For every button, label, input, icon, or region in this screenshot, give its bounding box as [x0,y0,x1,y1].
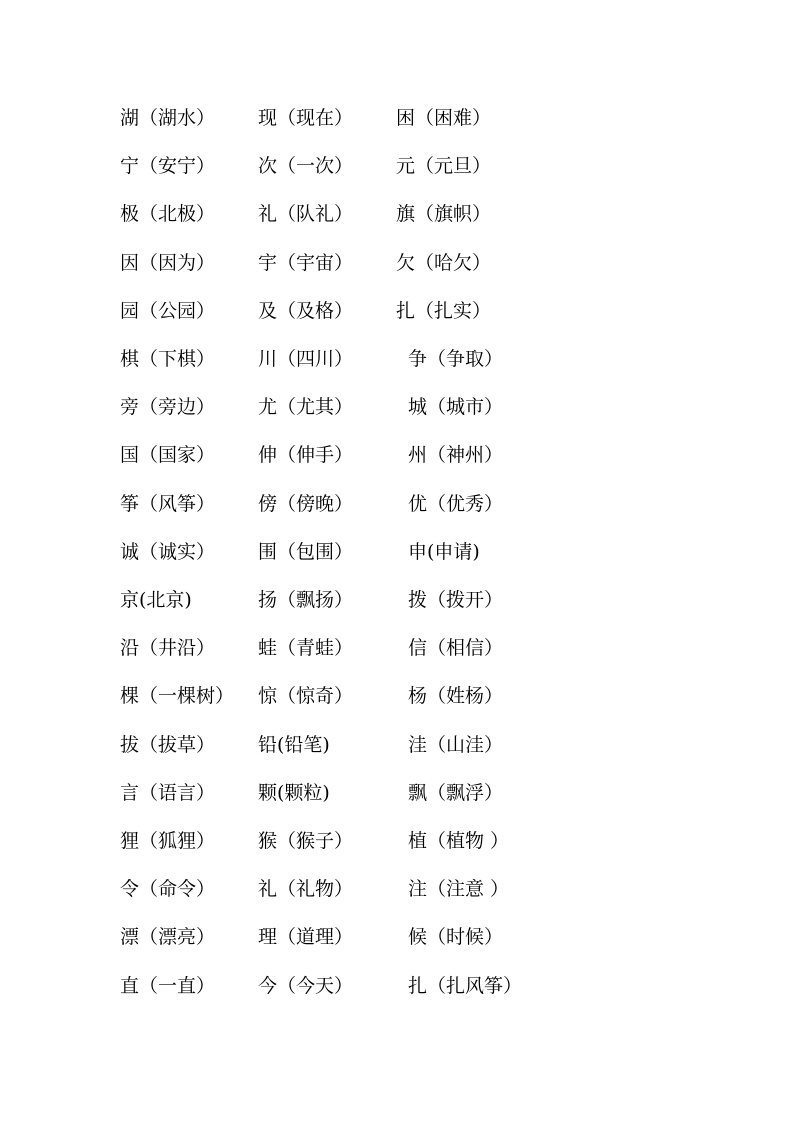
word-entry: 伸（伸手） [258,444,354,467]
word-entry: 颗(颗粒) [258,781,330,804]
word-row [0,777,794,809]
word-row [0,391,794,423]
word-entry: 拨（拨开） [408,589,504,611]
word-entry: 注（注意 ） [408,878,510,901]
word-entry: 沿（井沿） [120,637,216,660]
word-entry: 洼（山洼） [408,733,504,756]
word-entry: 因（因为） [120,251,216,274]
word-entry: 旁（旁边） [120,396,216,419]
word-entry: 及（及格） [258,299,354,322]
word-row [0,873,794,905]
word-entry: 优（优秀） [408,492,504,515]
word-row [0,488,794,520]
word-entry: 杨（姓杨） [408,685,504,708]
word-entry: 令（命令） [120,878,216,901]
word-entry: 飘（飘浮） [408,781,504,804]
word-entry: 礼（礼物） [258,878,354,901]
word-entry: 狸（狐狸） [120,830,216,852]
word-entry: 尤（尤其） [258,396,354,419]
word-entry: 川（四川） [258,348,354,370]
word-entry: 困（困难） [396,107,492,129]
word-entry: 争（争取） [408,348,504,370]
word-row [0,343,794,375]
word-row [0,150,794,182]
word-entry: 宇（宇宙） [258,251,354,274]
word-entry: 漂（漂亮） [120,926,216,949]
word-entry: 国（国家） [120,444,216,467]
word-row [0,439,794,471]
word-entry: 宁（安宁） [120,155,216,178]
word-entry: 申(申请) [408,540,480,563]
word-entry: 筝（风筝） [120,492,216,515]
word-entry: 扎（扎实） [396,299,492,322]
word-row [0,198,794,230]
word-entry: 傍（傍晚） [258,492,354,515]
word-row [0,102,794,134]
word-row [0,295,794,327]
word-row [0,680,794,712]
word-entry: 言（语言） [120,781,216,804]
word-entry: 拔（拔草） [120,733,216,756]
word-entry: 猴（猴子） [258,830,354,852]
word-row [0,536,794,568]
word-entry: 铅(铅笔) [258,733,330,756]
word-entry: 礼（队礼） [258,203,354,226]
word-row [0,247,794,279]
word-entry: 围（包围） [258,540,354,563]
word-entry: 京(北京) [120,589,192,611]
word-row [0,584,794,616]
word-entry: 棵（一棵树） [120,685,235,708]
word-entry: 信（相信） [408,637,504,660]
word-row [0,729,794,761]
word-entry: 现（现在） [258,107,354,129]
word-entry: 候（时候） [408,926,504,949]
word-entry: 欠（哈欠） [396,251,492,274]
word-entry: 元（元旦） [396,155,492,178]
word-row [0,921,794,953]
word-row [0,825,794,857]
word-entry: 园（公园） [120,299,216,322]
word-entry: 次（一次） [258,155,354,178]
word-entry: 旗（旗帜） [396,203,492,226]
word-entry: 蛙（青蛙） [258,637,354,660]
word-entry: 极（北极） [120,203,216,226]
word-entry: 理（道理） [258,926,354,949]
word-entry: 棋（下棋） [120,348,216,370]
word-entry: 扎（扎风筝） [408,974,523,997]
word-entry: 今（今天） [258,974,354,997]
word-row [0,632,794,664]
word-entry: 诚（诚实） [120,540,216,563]
word-entry: 直（一直） [120,974,216,997]
word-entry: 城（城市） [408,396,504,419]
word-entry: 湖（湖水） [120,107,216,129]
word-entry: 惊（惊奇） [258,685,354,708]
word-entry: 州（神州） [408,444,504,467]
word-row [0,970,794,1002]
word-entry: 扬（飘扬） [258,589,354,611]
word-entry: 植（植物 ） [408,830,510,852]
